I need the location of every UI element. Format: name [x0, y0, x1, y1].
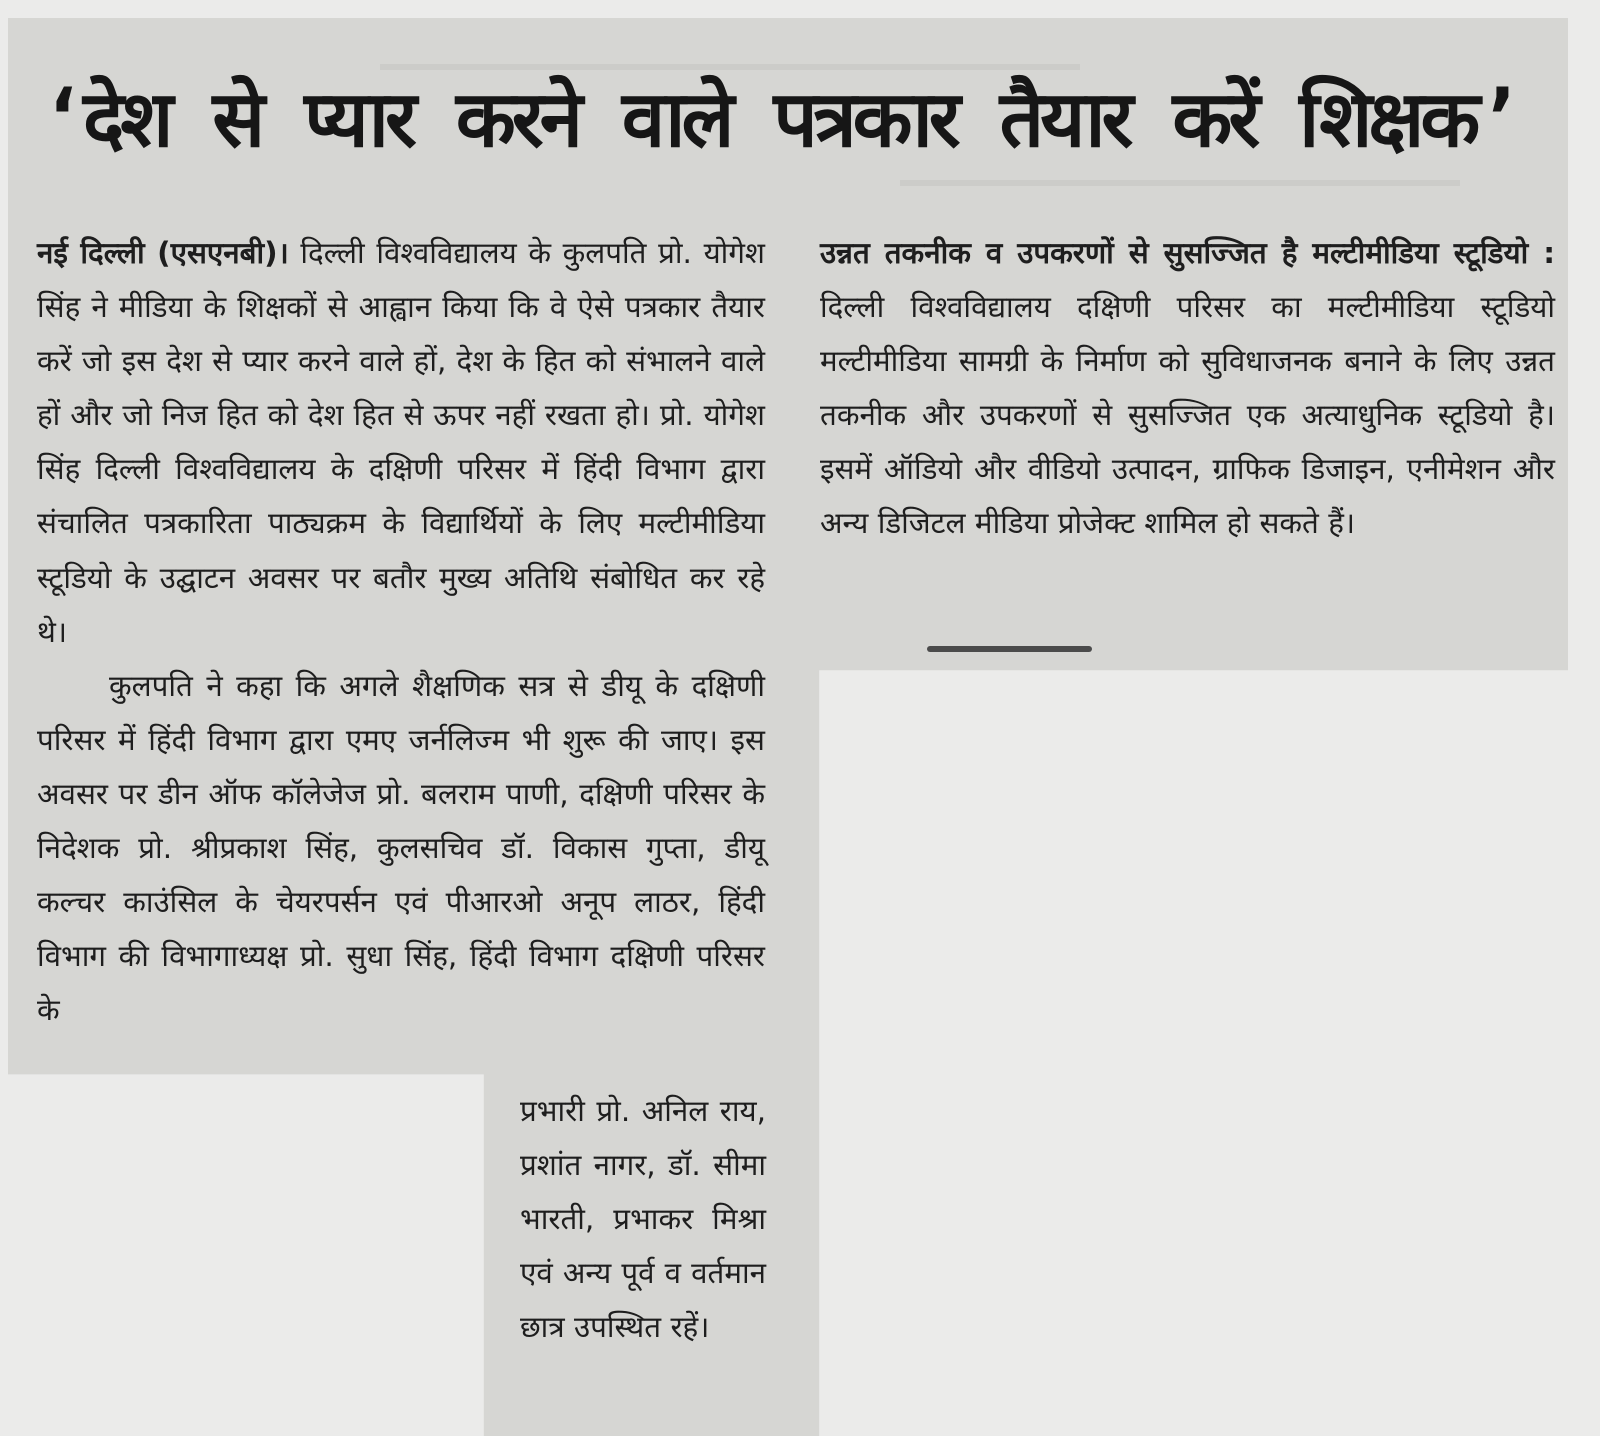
paragraph-intro-text: दिल्ली विश्वविद्यालय के कुलपति प्रो. योगेश सिंह ने मीडिया के शिक्षकों से आह्वान किया कि वे ऐसे पत्रकार तैयार करें जो इस देश से प्यार करने वाले हों, देश के हित को संभालने वाले हों और जो निज हित को देश हित से ऊपर नहीं रखता हो। प्रो. योगेश सिंह दिल्ली विश्वविद्यालय के दक्षिणी परिसर में हिंदी विभाग द्वारा संचालित पत्रकारिता पाठ्यक्रम के विद्यार्थियों के लिए मल्टीमीडिया स्टूडियो के उद्घाटन अवसर पर बतौर मुख्य अतिथि संबोधित कर रहे थे। [37, 236, 765, 649]
column-end-rule [927, 646, 1092, 652]
article-column-left [37, 226, 765, 1037]
paragraph-intro [37, 226, 765, 659]
article-column-right [820, 226, 1555, 551]
paragraph-studio-text: दिल्ली विश्वविद्यालय दक्षिणी परिसर का मल्टीमीडिया स्टूडियो मल्टीमीडिया सामग्री के निर्माण को सुविधाजनक बनाने के लिए उन्नत तकनीक और उपकरणों से सुसज्जित एक अत्याधुनिक स्टूडियो है। इसमें ऑडियो और वीडियो उत्पादन, ग्राफिक डिजाइन, एनीमेशन और अन्य डिजिटल मीडिया प्रोजेक्ट शामिल हो सकते हैं। [820, 290, 1555, 541]
dateline: नई दिल्ली (एसएनबी)। [37, 236, 289, 270]
article-column-continuation [520, 1084, 766, 1354]
paragraph-studio [820, 226, 1555, 551]
paragraph-attendees-continued: प्रभारी प्रो. अनिल राय, प्रशांत नागर, डॉ. सीमा भारती, प्रभाकर मिश्रा एवं अन्य पूर्व व वर्तमान छात्र उपस्थित रहें। [520, 1094, 766, 1345]
headline: ‘देश से प्यार करने वाले पत्रकार तैयार करें शिक्षक’ [40, 75, 1520, 165]
subheading: उन्नत तकनीक व उपकरणों से सुसज्जित है मल्टीमीडिया स्टूडियो : [820, 236, 1555, 270]
paragraph-attendees: कुलपति ने कहा कि अगले शैक्षणिक सत्र से डीयू के दक्षिणी परिसर में हिंदी विभाग द्वारा एमए जर्नलिज्म भी शुरू की जाए। इस अवसर पर डीन ऑफ कॉलेजेज प्रो. बलराम पाणी, दक्षिणी परिसर के निदेशक प्रो. श्रीप्रकाश सिंह, कुलसचिव डॉ. विकास गुप्ता, डीयू कल्चर काउंसिल के चेयरपर्सन एवं पीआरओ अनूप लाठर, हिंदी विभाग की विभागाध्यक्ष प्रो. सुधा सिंह, हिंदी विभाग दक्षिणी परिसर के [37, 668, 765, 1028]
